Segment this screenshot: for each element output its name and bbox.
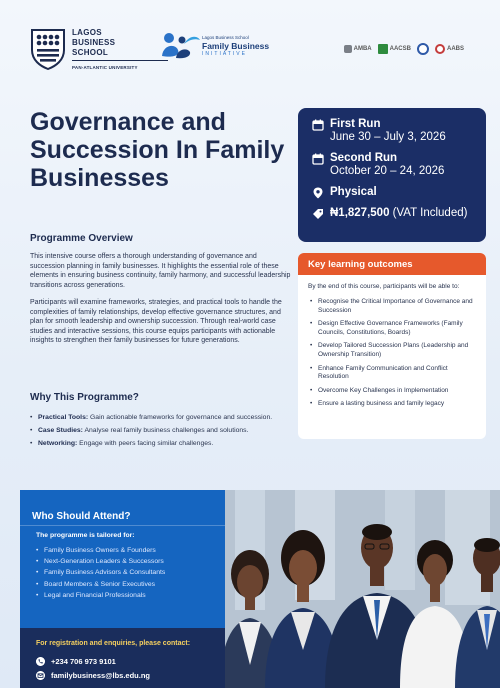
lbs-divider [72, 60, 168, 61]
mode-label: Physical [330, 186, 377, 198]
title-line3: Businesses [30, 164, 169, 192]
list-item [30, 439, 280, 448]
aacsb-icon [378, 44, 388, 54]
list-item: • Board Members & Senior Executives [36, 579, 165, 590]
key-outcomes-list [298, 298, 486, 409]
list-item [30, 413, 280, 422]
why-item-lead: Case Studies: [38, 427, 83, 434]
page-title [30, 108, 292, 192]
list-item: • Legal and Financial Professionals [36, 590, 165, 601]
lbs-line1: LAGOS [72, 28, 102, 37]
why-section [30, 392, 280, 452]
lbs-shield-icon [30, 28, 66, 70]
phone-number: +234 706 973 9101 [51, 657, 116, 666]
lbs-subtitle: PAN-ATLANTIC UNIVERSITY [72, 65, 138, 70]
second-run-dates: October 20 – 24, 2026 [330, 165, 445, 177]
list-item: • Recognise the Critical Importance of Governance and Succession [310, 298, 476, 315]
mode-row [312, 186, 472, 199]
programme-details-card [298, 108, 486, 242]
who-divider [20, 525, 225, 526]
first-run-dates: June 30 – July 3, 2026 [330, 131, 446, 143]
list-item: • Overcome Key Challenges in Implementation [310, 387, 476, 396]
email-icon [36, 671, 45, 680]
key-outcomes-intro: By the end of this course, participants will be able to: [308, 283, 460, 290]
fbi-logo [160, 30, 269, 62]
price-tag-icon [312, 208, 324, 220]
amba-icon [344, 45, 352, 53]
fbi-initiative-text: INITIATIVE [202, 51, 247, 57]
aacsb-label: AACSB [389, 46, 411, 52]
second-run-row [312, 152, 472, 178]
seal-icon [417, 43, 429, 55]
why-item-lead: Networking: [38, 440, 78, 447]
accreditation-seal [417, 43, 429, 55]
business-people-photo [225, 490, 500, 688]
who-list [36, 545, 165, 601]
fbi-big-text: Family Business [202, 41, 270, 51]
list-item: • Next-Generation Leaders & Successors [36, 556, 165, 567]
second-run-label: Second Run [330, 152, 398, 164]
aacsb-logo [378, 44, 411, 54]
fbi-small-text: Lagos Business School [202, 35, 249, 40]
why-item-text: Engage with peers facing similar challenges. [77, 440, 214, 447]
amba-label: AMBA [353, 46, 372, 52]
why-heading: Why This Programme? [30, 392, 139, 403]
overview-paragraph-1: This intensive course offers a thorough understanding of governance and succession planning in family businesses. It highlights the essential role of these elements in ensuring business continuity, family harmony, and successful leadership transitions across generations. [30, 253, 291, 289]
email-contact[interactable] [36, 671, 150, 680]
list-item: • Design Effective Governance Frameworks (Family Councils, Constitutions, Boards) [310, 320, 476, 337]
people-illustration [225, 490, 500, 688]
phone-icon [36, 657, 45, 666]
location-pin-icon [312, 187, 324, 199]
list-item: • Ensure a lasting business and family legacy [310, 400, 476, 409]
list-item: • Family Business Owners & Founders [36, 545, 165, 556]
price-row [312, 207, 472, 220]
who-heading: Who Should Attend? [32, 511, 131, 522]
email-address: familybusiness@lbs.edu.ng [51, 671, 151, 680]
contact-heading: For registration and enquiries, please contact: [36, 640, 191, 647]
lbs-logo [30, 28, 168, 73]
list-item: • Family Business Advisors & Consultants [36, 567, 165, 578]
list-item: • Enhance Family Communication and Conflict Resolution [310, 365, 476, 382]
aabs-label: AABS [446, 46, 464, 52]
list-item: • Develop Tailored Succession Plans (Leadership and Ownership Transition) [310, 342, 476, 359]
amba-logo [344, 45, 372, 53]
why-item-text: Analyse real family business challenges and solutions. [82, 427, 249, 434]
first-run-row [312, 118, 472, 144]
price-note: (VAT Included) [389, 207, 468, 219]
overview-paragraph-2: Participants will examine frameworks, strategies, and practical tools to handle the complexities of family relationships, develop effective governance structures, and plan for smooth leadership and ownership succession. Through real-world case studies and interactive sessions, this course equips participants with actionable insights to strengthen their family businesses for future generations. [30, 299, 282, 345]
aabs-logo [435, 44, 464, 54]
key-outcomes-box [298, 253, 486, 439]
title-line2: Succession In Family [30, 136, 285, 164]
why-list [30, 413, 280, 448]
why-item-text: Gain actionable frameworks for governance and succession. [88, 414, 273, 421]
title-line1: Governance and [30, 108, 226, 136]
first-run-label: First Run [330, 118, 381, 130]
lbs-line3: SCHOOL [72, 48, 109, 57]
lbs-line2: BUSINESS [72, 38, 116, 47]
family-figures-icon [160, 30, 200, 62]
calendar-icon [312, 119, 324, 131]
key-outcomes-heading: Key learning outcomes [298, 253, 486, 275]
phone-contact[interactable] [36, 657, 116, 666]
accreditation-logos [344, 43, 464, 55]
price-value: ₦1,827,500 [330, 207, 390, 219]
list-item [30, 426, 280, 435]
overview-heading: Programme Overview [30, 233, 133, 244]
why-item-lead: Practical Tools: [38, 414, 89, 421]
aabs-icon [435, 44, 445, 54]
who-intro: The programme is tailored for: [36, 532, 135, 539]
calendar-icon [312, 153, 324, 165]
